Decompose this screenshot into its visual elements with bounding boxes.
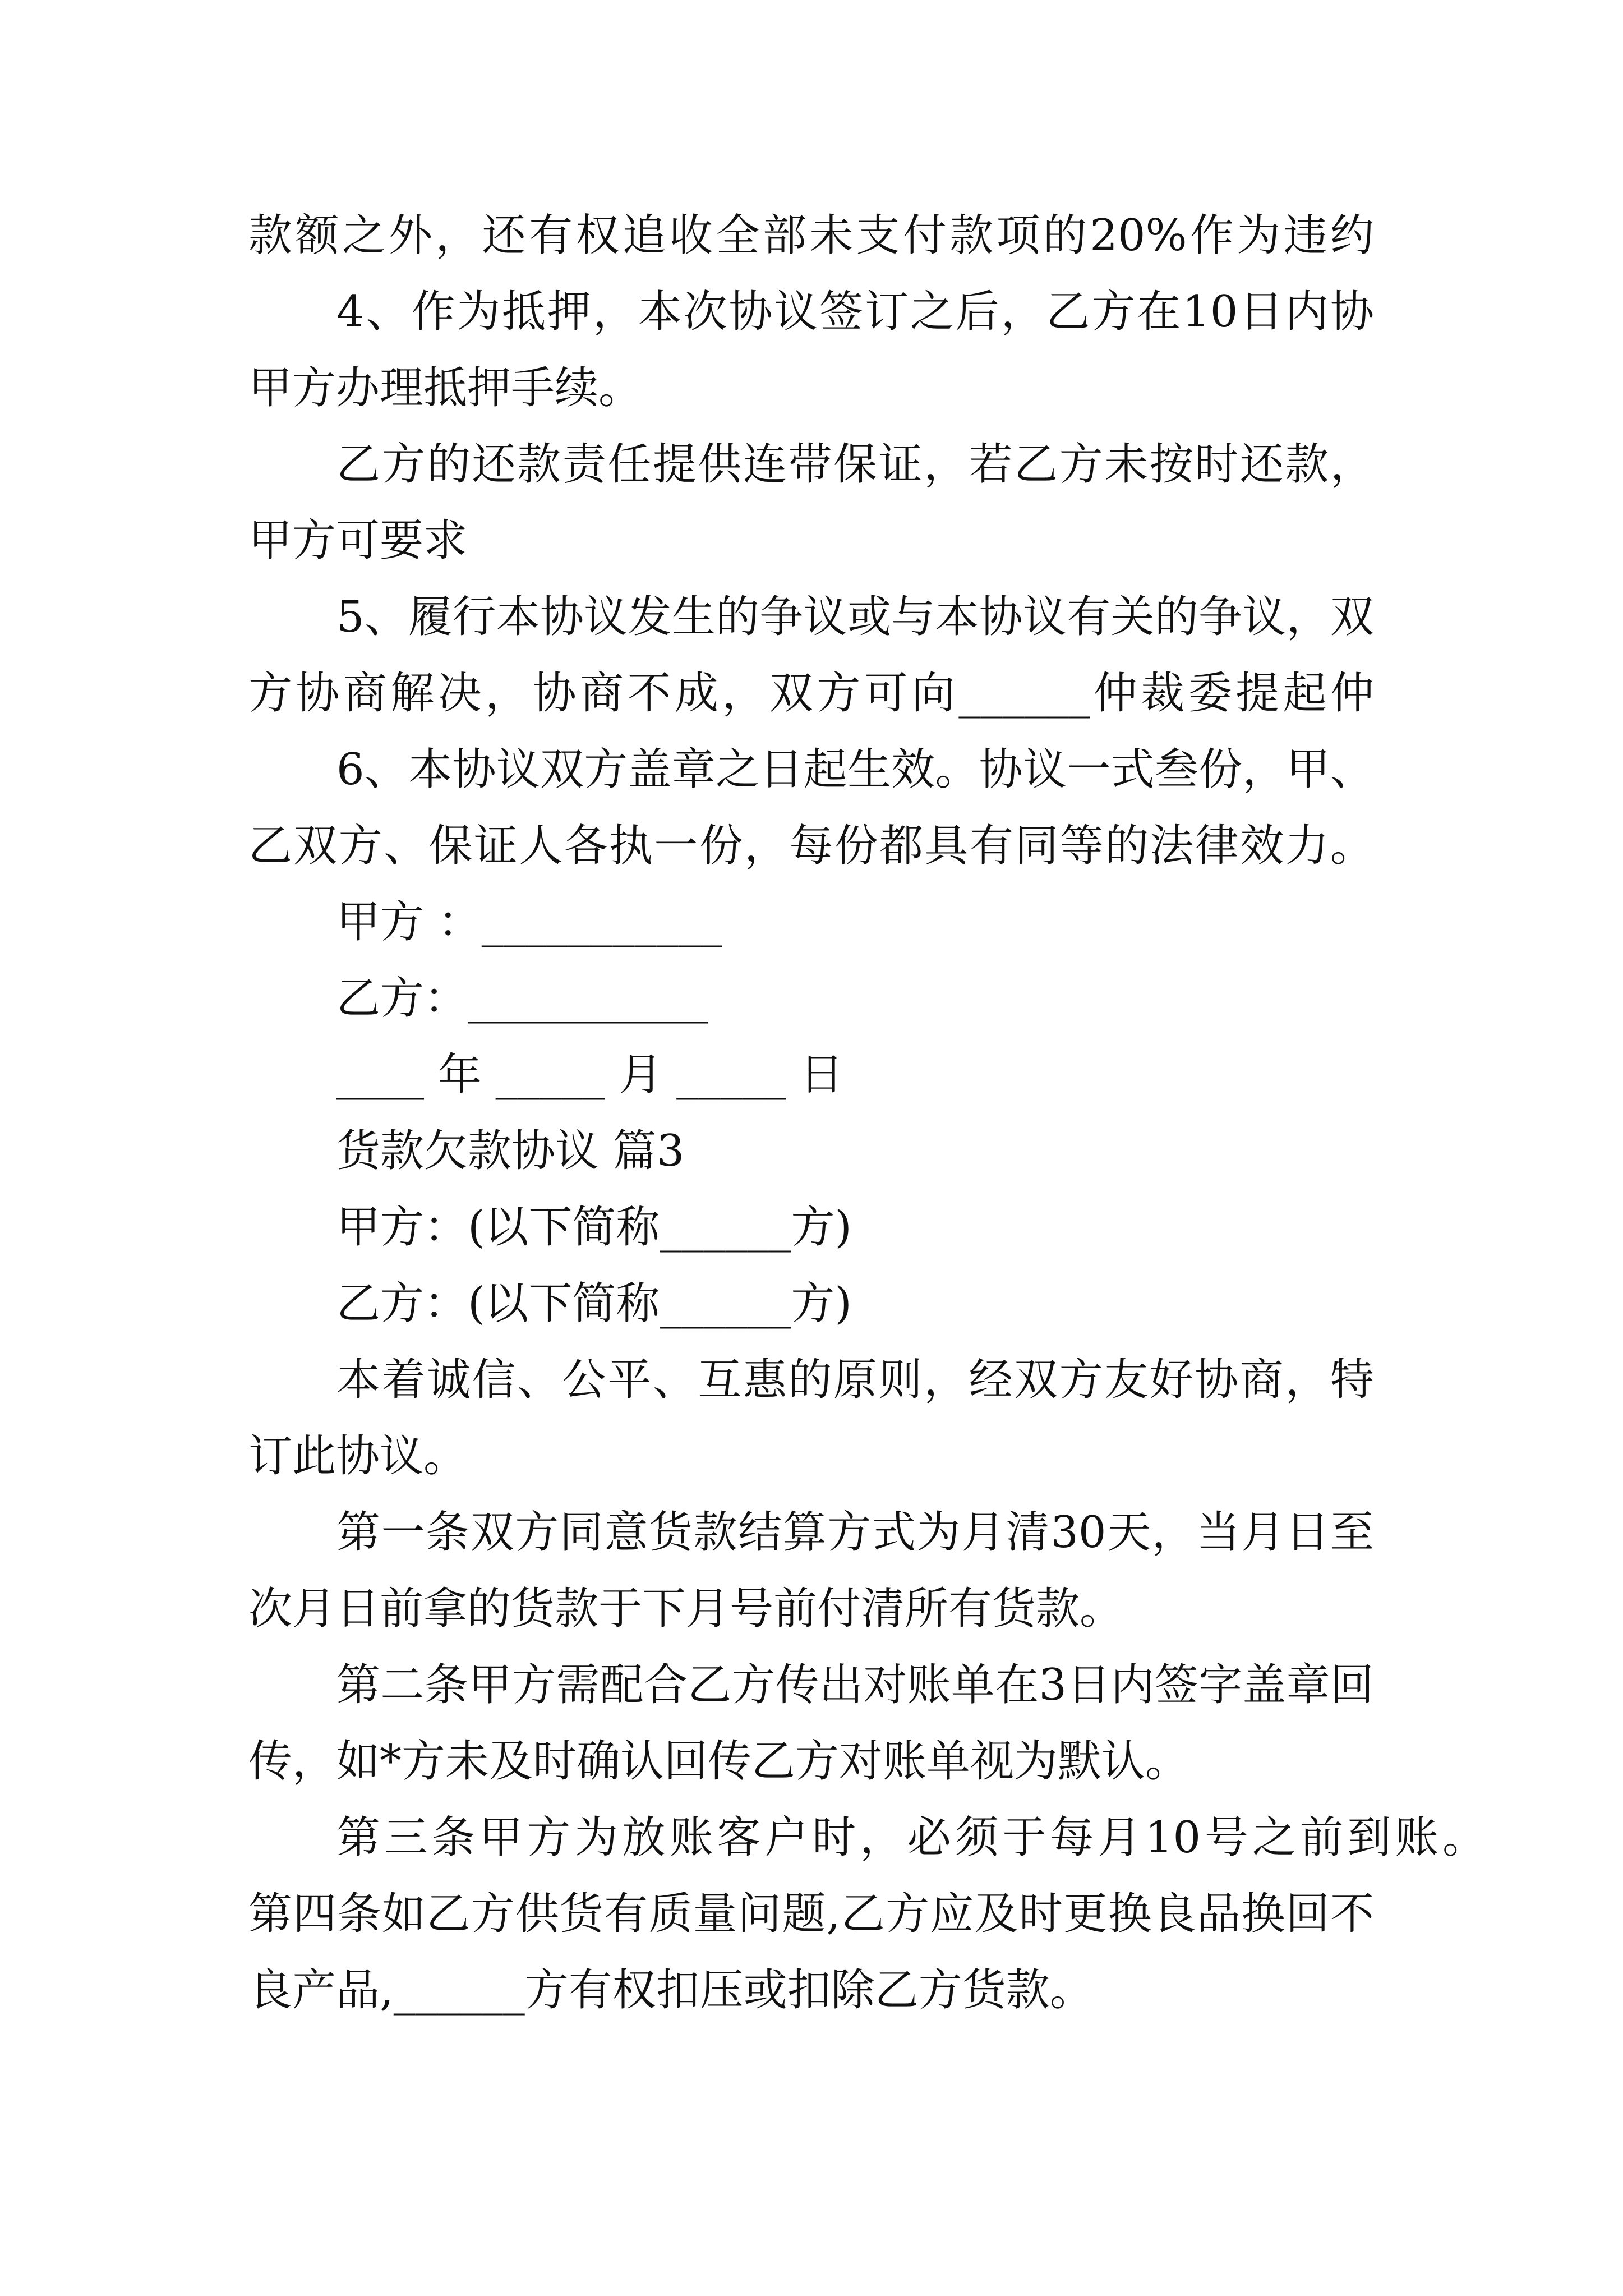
clause-4: 4、作为抵押，本次协议签订之后，乙方在10日内协 — [336, 287, 1374, 337]
article-3: 第三条甲方为放账客户时，必须于每月10号之前到账。 — [336, 1812, 1486, 1863]
text-line: 良产品,______方有权扣压或扣除乙方货款。 — [248, 1965, 1094, 2016]
party-a-line: 甲方：(以下简称______方) — [336, 1202, 852, 1253]
party-b-line: 乙方：(以下简称______方) — [336, 1278, 852, 1329]
text-line: 方协商解决，协商不成，双方可向______仲裁委提起仲 — [248, 668, 1374, 719]
article-4: 第四条如乙方供货有质量问题,乙方应及时更换良品换回不 — [248, 1889, 1374, 1939]
text-line: 款额之外，还有权追收全部未支付款项的20%作为违约 — [248, 210, 1374, 261]
document-page — [248, 197, 1486, 2028]
article-2: 第二条甲方需配合乙方传出对账单在3日内签字盖章回 — [336, 1660, 1374, 1710]
party-b-signature: 乙方：___________ — [336, 973, 709, 1024]
clause-6: 6、本协议双方盖章之日起生效。协议一式叁份，甲、 — [336, 744, 1374, 795]
article-1: 第一条双方同意货款结算方式为月清30天，当月日至 — [336, 1507, 1374, 1558]
preamble: 本着诚信、公平、互惠的原则，经双方友好协商，特 — [336, 1355, 1374, 1405]
guarantee-paragraph: 乙方的还款责任提供连带保证，若乙方未按时还款， — [336, 439, 1374, 490]
text-line: 次月日前拿的货款于下月号前付清所有货款。 — [248, 1584, 1124, 1634]
section-title: 货款欠款协议 篇3 — [336, 1126, 685, 1176]
clause-5: 5、履行本协议发生的争议或与本协议有关的争议，双 — [336, 592, 1374, 642]
text-line: 乙双方、保证人各执一份，每份都具有同等的法律效力。 — [248, 821, 1374, 871]
text-line: 甲方办理抵押手续。 — [248, 363, 643, 413]
party-a-signature: 甲方 ：___________ — [336, 897, 722, 947]
text-line: 传，如*方未及时确认回传乙方对账单视为默认。 — [248, 1736, 1189, 1787]
date-line: ____ 年 _____ 月 _____ 日 — [336, 1050, 843, 1100]
text-line: 甲方可要求 — [248, 516, 468, 566]
text-line: 订此协议。 — [248, 1431, 468, 1481]
